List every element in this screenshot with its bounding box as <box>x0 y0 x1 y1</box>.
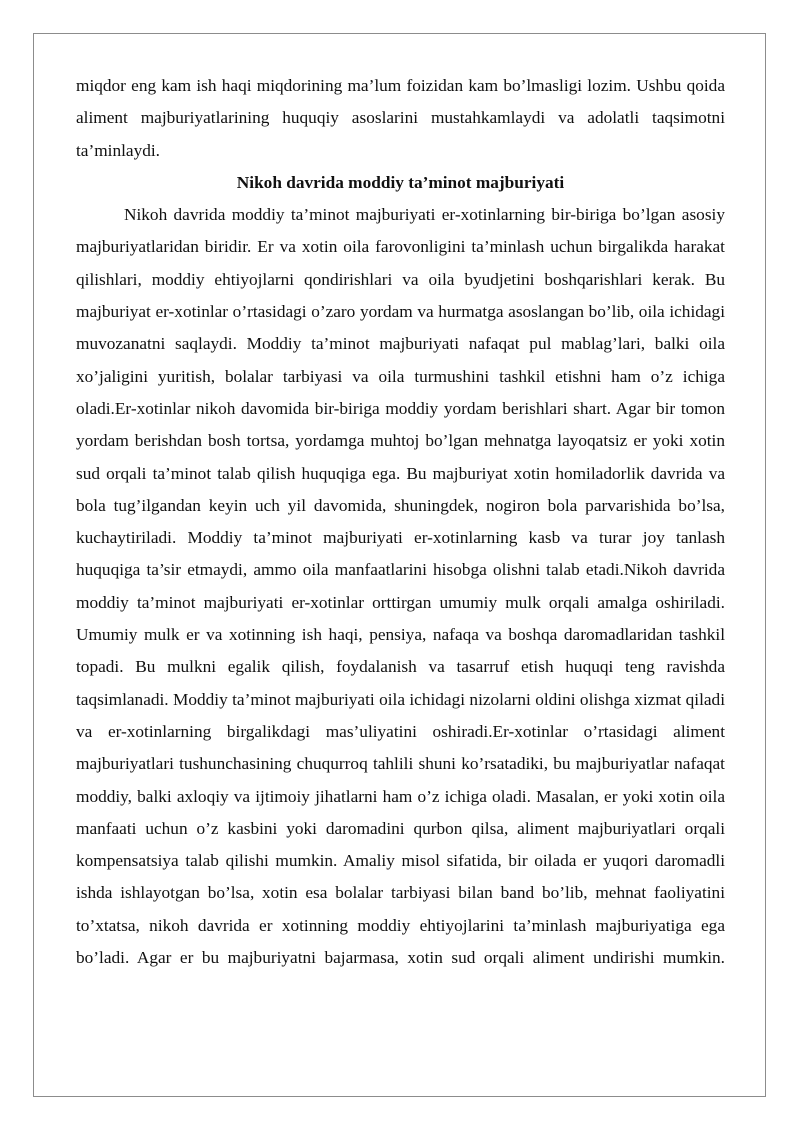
section-heading: Nikoh davrida moddiy ta’minot majburiyati <box>236 172 565 192</box>
intro-paragraph: miqdor eng kam ish haqi miqdorining ma’lum foizidan kam bo’lmasligi lozim. Ushbu qoida aliment majburiyatlarining huquqiy asoslarini mustahkamlaydi va adolatli taqsimotni ta’minlaydi. <box>76 76 725 160</box>
body-paragraph: Nikoh davrida moddiy ta’minot majburiyati er-xotinlarning bir-biriga bo’lgan asosiy majburiyatlaridan biridir. Er va xotin oila farovonligini ta’minlash uchun birgalikda harakat qilishlari, moddiy ehtiyojlarni qondirishlari va oila byudjetini boshqarishlari kerak. Bu majburiyat er-xotinlar o’rtasidagi o’zaro yordam va hurmatga asoslangan bo’lib, oila ichidagi muvozanatni saqlaydi. Moddiy ta’minot majburiyati nafaqat pul mablag’lari, balki oila xo’jaligini yuritish, bolalar tarbiyasi va oila turmushini tashkil etishni ham o’z ichiga oladi.Er-xotinlar nikoh davomida bir-biriga moddiy yordam berishlari shart. Agar bir tomon yordam berishdan bosh tortsa, yordamga muhtoj bo’lgan mehnatga layoqatsiz er yoki xotin sud orqali ta’minot talab qilish huquqiga ega. Bu majburiyat xotin homiladorlik davrida va bola tug’ilgandan keyin uch yil davomida, shuningdek, nogiron bola parvarishida bo’lsa, kuchaytiriladi. Moddiy ta’minot majburiyati er-xotinlarning kasb va turar joy tanlash huquqiga ta’sir etmaydi, ammo oila manfaatlarini hisobga olishni talab etadi.Nikoh davrida moddiy ta’minot majburiyati er-xotinlar orttirgan umumiy mulk orqali amalga oshiriladi. Umumiy mulk er va xotinning ish haqi, pensiya, nafaqa va boshqa daromadlaridan tashkil topadi. Bu mulkni egalik qilish, foydalanish va tasarruf etish huquqi teng ravishda taqsimlanadi. Moddiy ta’minot majburiyati oila ichidagi nizolarni oldini olishga xizmat qiladi va er-xotinlarning birgalikdagi mas’uliyatini oshiradi.Er-xotinlar o’rtasidagi aliment majburiyatlari tushunchasining chuqurroq tahlili shuni ko’rsatadiki, bu majburiyatlar nafaqat moddiy, balki axloqiy va ijtimoiy jihatlarni ham o’z ichiga oladi. Masalan, er yoki xotin oila manfaati uchun o’z kasbini yoki daromadini qurbon qilsa, aliment majburiyatlari orqali kompensatsiya talab qilishi mumkin. Amaliy misol sifatida, bir oilada er yuqori daromadli ishda ishlayotgan bo’lsa, xotin esa bolalar tarbiyasi bilan band bo’lib, mehnat faoliyatini to’xtatsa, nikoh davrida er xotinning moddiy ehtiyojlarini ta’minlash majburiyatiga ega bo’ladi. Agar er bu majburiyatni bajarmasa, xotin sud orqali aliment undirishi mumkin. <box>76 205 725 968</box>
document-body <box>76 70 725 974</box>
